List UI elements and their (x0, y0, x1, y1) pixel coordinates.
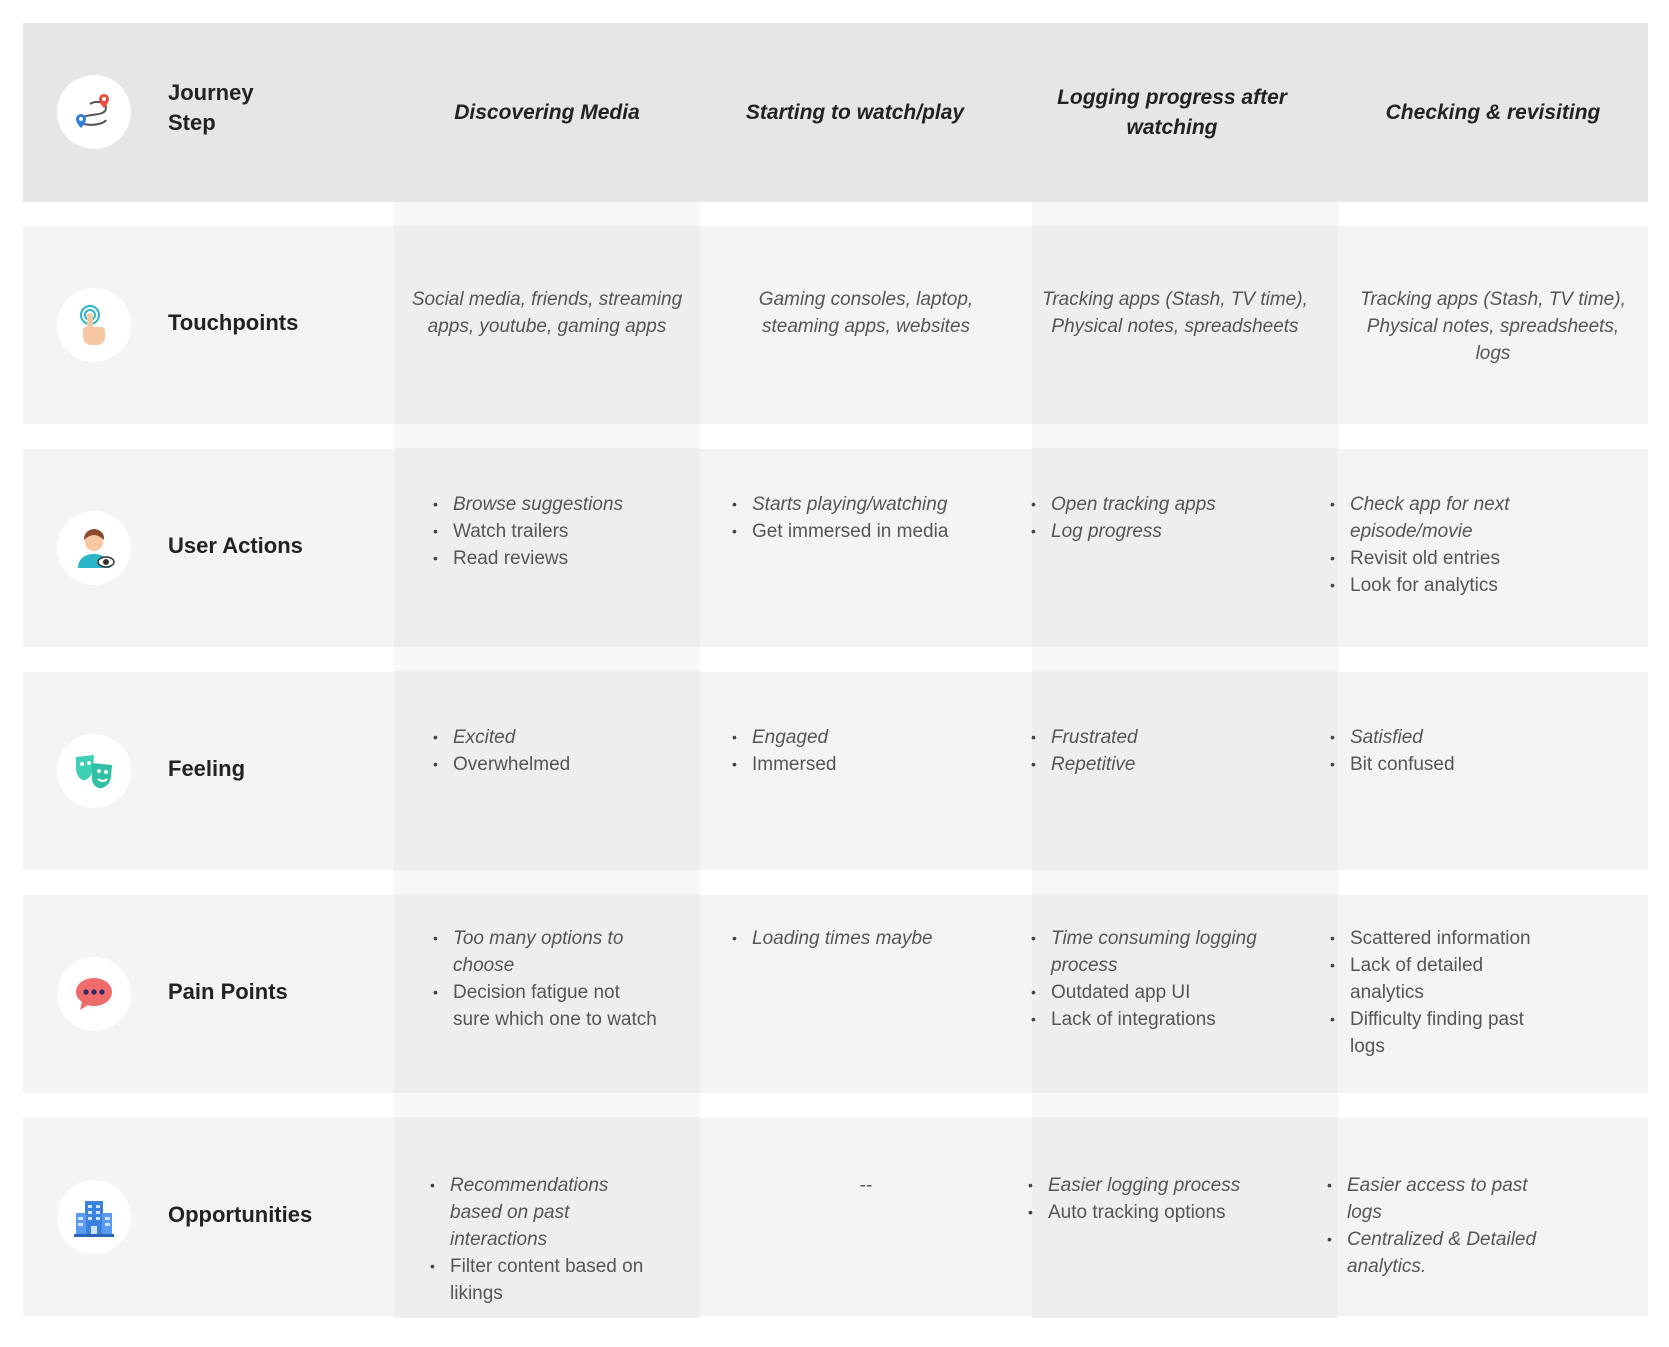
list-item: • Overwhelmed (453, 751, 693, 778)
cell-actions-logging (1031, 491, 1291, 545)
list-item: • Too many options to choose (453, 925, 659, 979)
cell-opp-logging (1028, 1172, 1288, 1226)
cell-touchpoints-logging: Tracking apps (Stash, TV time), Physical notes, spreadsheets (1042, 289, 1308, 337)
column-header-starting: Starting to watch/play (745, 100, 965, 124)
list-item: • Bit confused (1350, 751, 1590, 778)
list-item: • Loading times maybe (752, 925, 992, 952)
user-eye-icon (57, 511, 131, 585)
cell-opp-starting: -- (859, 1175, 873, 1196)
cell-pain-starting (732, 925, 992, 952)
cell-actions-starting (732, 491, 1012, 545)
list-item: • Auto tracking options (1048, 1199, 1288, 1226)
list-item: • Browse suggestions (453, 491, 693, 518)
cell-opp-discovering (430, 1172, 658, 1307)
theatre-masks-icon (57, 734, 131, 808)
journey-route-icon (57, 75, 131, 149)
cell-touchpoints-checking: Tracking apps (Stash, TV time), Physical notes, spreadsheets, logs (1360, 289, 1626, 364)
row-label-touchpoints: Touchpoints (168, 310, 299, 335)
row-gap (23, 1093, 1648, 1117)
list-item: • Decision fatigue not sure which one to watch (453, 979, 659, 1033)
row-user-actions (23, 449, 1648, 647)
row-label-pain-points: Pain Points (168, 979, 288, 1004)
cell-feeling-starting (732, 724, 992, 778)
list-item: • Easier access to past logs (1347, 1172, 1567, 1226)
list-item: • Lack of detailed analytics (1350, 952, 1556, 1006)
list-item: • Log progress (1051, 518, 1291, 545)
cell-feeling-logging (1031, 724, 1291, 778)
row-pain-points (23, 895, 1648, 1093)
journey-step-label: Journey Step (168, 80, 254, 135)
list-item: • Immersed (752, 751, 992, 778)
row-gap (23, 870, 1648, 894)
row-gap (23, 647, 1648, 671)
cell-feeling-discovering (433, 724, 693, 778)
cell-opp-checking (1327, 1172, 1567, 1280)
row-gap (23, 424, 1648, 448)
cell-pain-checking (1330, 925, 1556, 1060)
header-row (23, 23, 1648, 202)
row-feeling (23, 672, 1648, 870)
list-item: • Easier logging process (1048, 1172, 1288, 1199)
list-item: • Recommendations based on past interactions (450, 1172, 658, 1253)
building-icon (57, 1180, 131, 1254)
cell-pain-logging (1031, 925, 1257, 1033)
cell-touchpoints-starting: Gaming consoles, laptop, steaming apps, websites (758, 289, 974, 337)
row-gap (23, 202, 1648, 226)
list-item: • Difficulty finding past logs (1350, 1006, 1556, 1060)
list-item: • Open tracking apps (1051, 491, 1291, 518)
list-item: • Check app for next episode/movie (1350, 491, 1590, 545)
row-label-user-actions: User Actions (168, 533, 303, 558)
list-item: • Centralized & Detailed analytics. (1347, 1226, 1567, 1280)
column-header-discovering: Discovering Media (454, 100, 640, 124)
list-item: • Look for analytics (1350, 572, 1590, 599)
row-opportunities (23, 1118, 1648, 1318)
list-item: • Satisfied (1350, 724, 1590, 751)
list-item: • Watch trailers (453, 518, 693, 545)
row-touchpoints (23, 226, 1648, 424)
list-item: • Lack of integrations (1051, 1006, 1257, 1033)
row-label-opportunities: Opportunities (168, 1202, 313, 1227)
list-item: • Repetitive (1051, 751, 1291, 778)
list-item: • Scattered information (1350, 925, 1556, 952)
list-item: • Excited (453, 724, 693, 751)
list-item: • Starts playing/watching (752, 491, 1012, 518)
list-item: • Get immersed in media (752, 518, 1012, 545)
touch-finger-icon (57, 288, 131, 362)
chat-bubble-icon (57, 957, 131, 1031)
cell-feeling-checking (1330, 724, 1590, 778)
list-item: • Engaged (752, 724, 992, 751)
list-item: • Filter content based on likings (450, 1253, 658, 1307)
cell-touchpoints-discovering: Social media, friends, streaming apps, youtube, gaming apps (411, 289, 683, 337)
cell-pain-discovering (433, 925, 659, 1033)
column-header-logging: Logging progress after watching (1057, 85, 1287, 139)
list-item: • Frustrated (1051, 724, 1291, 751)
list-item: • Outdated app UI (1051, 979, 1257, 1006)
list-item: • Time consuming logging process (1051, 925, 1257, 979)
cell-actions-discovering (433, 491, 693, 572)
list-item: • Revisit old entries (1350, 545, 1590, 572)
row-label-feeling: Feeling (168, 756, 246, 781)
cell-actions-checking (1330, 491, 1590, 599)
list-item: • Read reviews (453, 545, 693, 572)
column-header-checking: Checking & revisiting (1385, 100, 1601, 124)
